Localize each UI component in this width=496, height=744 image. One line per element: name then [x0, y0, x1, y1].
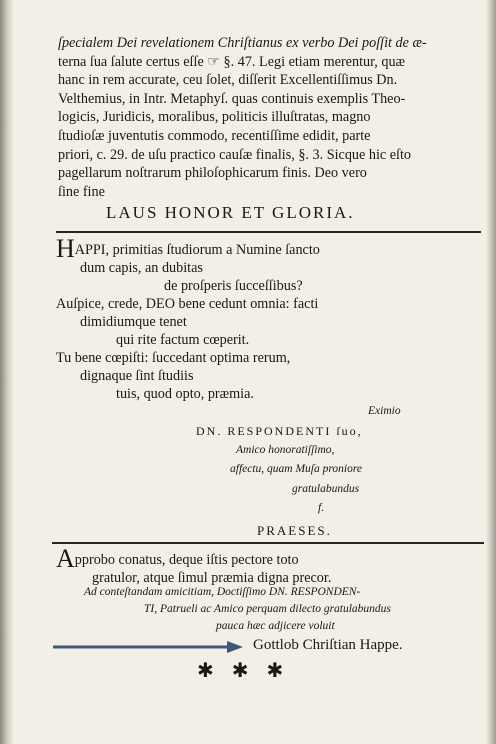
poem-happe: [56, 234, 320, 403]
dedication2-line: Ad conteſtandam amicitiam, Doctiſſimo DN. RESPONDEN-: [84, 586, 361, 598]
drop-initial: H: [56, 234, 75, 263]
binding-shadow: [0, 0, 14, 744]
text-line: ſtudioſæ juventutis commodo, recentiſſime edidit, parte: [58, 127, 371, 144]
poem-line: dignaque ſint ſtudiis: [80, 368, 194, 384]
poem-line: Auſpice, crede, DEO bene cedunt omnia: facti: [56, 296, 319, 312]
closing-doxology: LAUS HONOR ET GLORIA.: [106, 203, 355, 222]
poem-line: tuis, quod opto, præmia.: [116, 386, 254, 402]
dedication2-line: TI, Patrueli ac Amico perquam dilecto gratulabundus: [144, 603, 391, 615]
text-line: pagellarum noſtrarum philoſophicarum finis. Deo vero: [58, 165, 367, 182]
poem-line: Tu bene cœpiſti: ſuccedant optima rerum,: [56, 350, 291, 366]
author-signature: Gottlob Chriſtian Happe.: [253, 637, 403, 653]
dedication-respondenti: DN. RESPONDENTI ſuo,: [196, 424, 363, 438]
annotation-arrow-icon: [53, 640, 243, 654]
dedication-affectu: affectu, quam Muſa proniore: [230, 463, 363, 475]
dedication-eximio: Eximio: [368, 405, 401, 417]
divider-rule: [52, 542, 484, 544]
poem-line: dum capis, an dubitas: [80, 260, 203, 276]
poem-line: gratulor, atque ſimul præmia digna precor.: [92, 570, 332, 586]
text-line: logicis, Juridicis, moralibus, politicis illuſtratas, magno: [58, 109, 371, 126]
drop-initial: A: [56, 544, 75, 573]
dedication-gratulabundus: gratulabundus: [292, 483, 360, 495]
poem-line: qui rite factum cœperit.: [116, 332, 250, 348]
text-line: Velthemius, in Intr. Metaphyſ. quas continuis exemplis Theo-: [58, 90, 406, 107]
dedication2-line: pauca hæc adjicere voluit: [216, 620, 335, 632]
main-paragraph: [58, 34, 482, 201]
divider-rule: [56, 231, 481, 233]
poem-line: dimidiumque tenet: [80, 314, 187, 330]
praeses-signature: PRAESES.: [257, 523, 332, 538]
page-edge-shadow: [486, 0, 496, 744]
poem-line: de proſperis ſucceſſibus?: [164, 278, 303, 294]
text-line: hanc in rem accurate, ceu ſolet, diſſerit Excellentiſſimus Dn.: [58, 72, 398, 89]
text-line: priori, c. 29. de uſu practico cauſæ finalis, §. 3. Sicque hic eſto: [58, 146, 412, 163]
dedication-amico: Amico honoratiſſimo,: [236, 444, 335, 456]
dedication-initial: f.: [318, 502, 325, 514]
text-line: terna ſua ſalute certus eſſe ☞ §. 47. Legi etiam merentur, quæ: [58, 53, 406, 70]
poem-line: APPI, primitias ſtudiorum a Numine ſancto: [74, 242, 320, 258]
poem-approbo: [56, 544, 332, 587]
ornament-asterisks: ✱✱✱: [197, 660, 302, 682]
text-line: ſine fine: [58, 183, 105, 200]
poem-line: pprobo conatus, deque iſtis pectore toto: [74, 552, 299, 568]
text-line: ſpecialem Dei revelationem Chriſtianus ex verbo Dei poſſit de æ-: [58, 35, 427, 51]
